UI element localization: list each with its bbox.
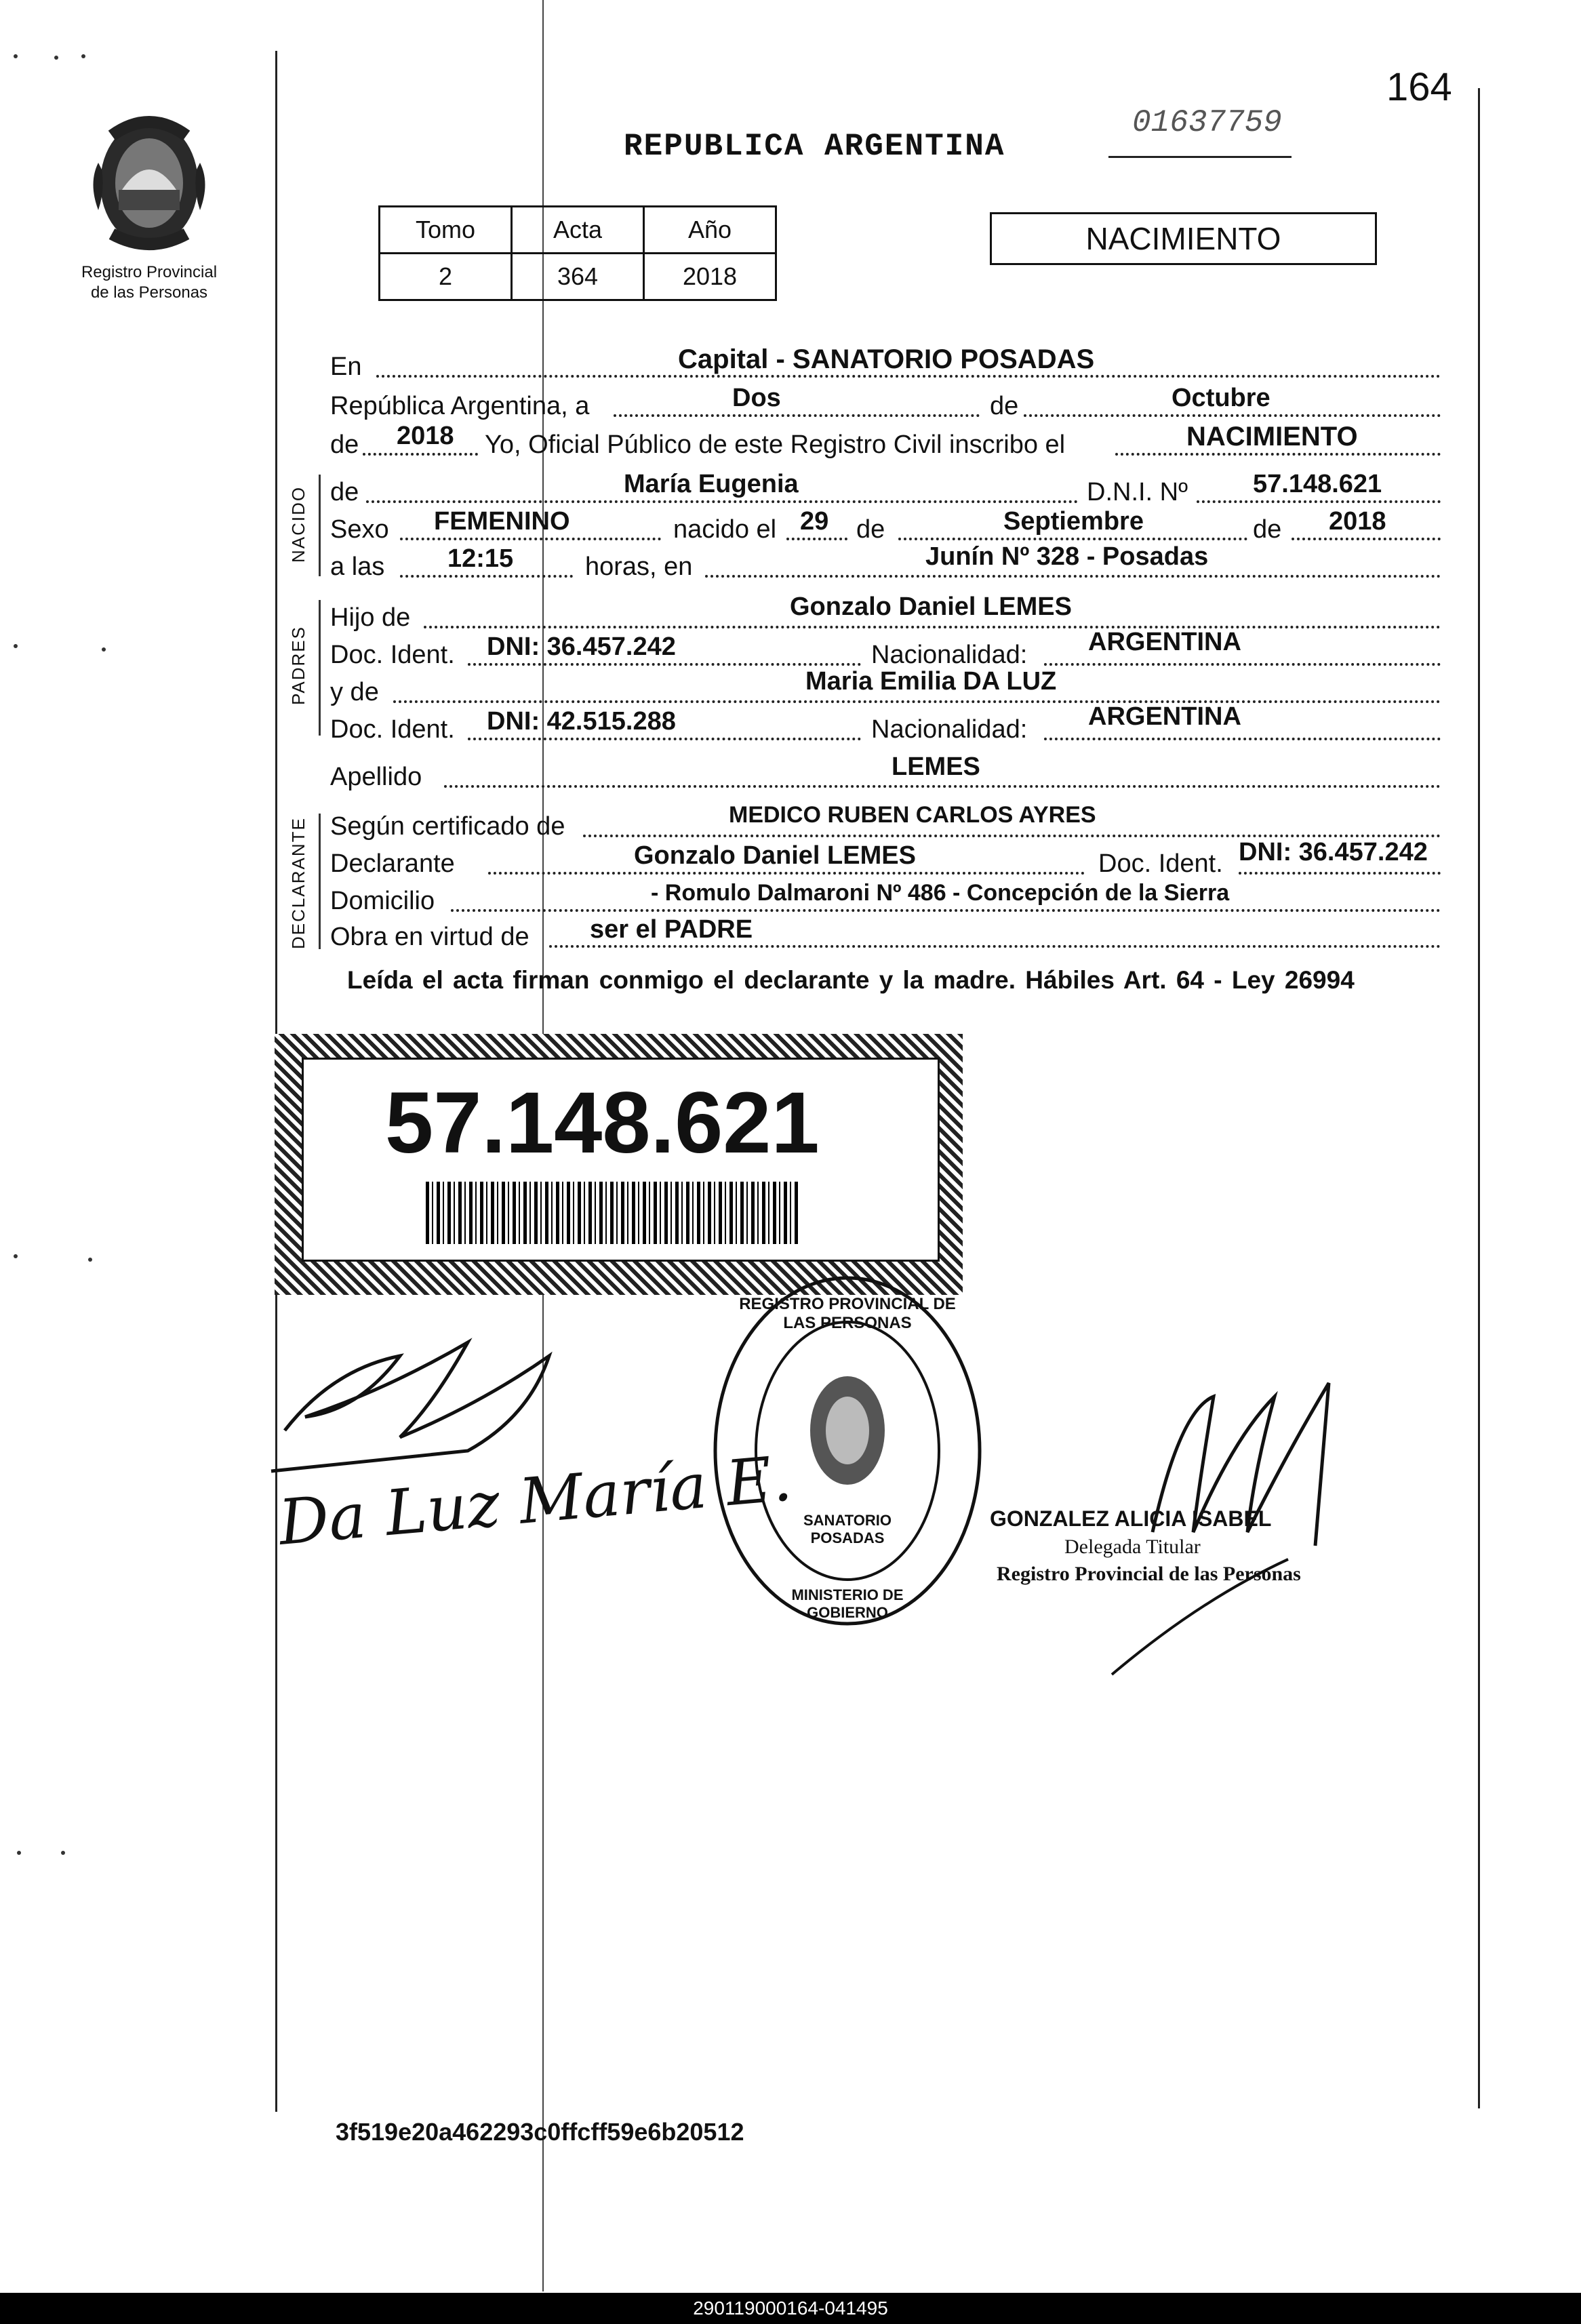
father-doc: DNI: 36.457.242 <box>487 633 676 661</box>
acta-value: 364 <box>512 254 644 300</box>
born-year-de-label: de <box>1253 515 1282 544</box>
scan-speck <box>14 644 18 648</box>
address-label: Domicilio <box>330 887 435 915</box>
certificate-value: MEDICO RUBEN CARLOS AYRES <box>729 802 1096 828</box>
date-prefix-label: República Argentina, a <box>330 392 590 420</box>
mother-nationality-dots <box>1044 738 1441 740</box>
father-nationality: ARGENTINA <box>1088 628 1241 656</box>
mother-doc-label: Doc. Ident. <box>330 715 455 744</box>
scan-speck <box>54 56 58 60</box>
newborn-dni: 57.148.621 <box>1253 470 1382 498</box>
serial-number: 01637759 <box>1132 105 1282 140</box>
padres-bracket <box>319 600 321 736</box>
nacido-bracket <box>319 475 321 576</box>
anio-value: 2018 <box>644 254 776 300</box>
declarant-doc: DNI: 36.457.242 <box>1239 838 1428 866</box>
registry-table <box>378 205 777 301</box>
surname-label: Apellido <box>330 763 422 791</box>
stamp-bottom-text: MINISTERIO DE GOBIERNO <box>791 1586 904 1621</box>
scan-speck <box>61 1851 65 1855</box>
footer-code: 290119000164-041495 <box>693 2298 888 2319</box>
doc-type-box <box>990 212 1377 265</box>
hours-label: horas, en <box>585 553 693 581</box>
closing-text: Leída el acta firman conmigo el declarante y la madre. Hábiles Art. 64 - Ley 26994 <box>347 966 1355 994</box>
declarant-doc-label: Doc. Ident. <box>1098 849 1223 878</box>
time-label: a las <box>330 553 385 581</box>
date-de-label: de <box>990 392 1019 420</box>
sex-dots <box>400 538 661 540</box>
father-doc-label: Doc. Ident. <box>330 641 455 669</box>
declarante-section-label: DECLARANTE <box>288 817 308 949</box>
dni-dots <box>1197 500 1441 503</box>
capacity-label: Obra en virtud de <box>330 923 529 951</box>
dni-label: D.N.I. Nº <box>1087 478 1188 506</box>
padres-section-label: PADRES <box>288 626 308 705</box>
scan-speck <box>14 54 18 58</box>
scan-speck <box>14 1254 18 1258</box>
birth-time: 12:15 <box>447 544 514 573</box>
document-title: REPUBLICA ARGENTINA <box>624 129 1005 164</box>
birth-place: Junín Nº 328 - Posadas <box>925 542 1209 571</box>
logo-caption-line1: Registro Provincial <box>81 263 218 281</box>
child-of-label: Hijo de <box>330 603 411 632</box>
address-value: - Romulo Dalmaroni Nº 486 - Concepción de la Sierra <box>651 880 1230 906</box>
dni-sticker-number: 57.148.621 <box>385 1075 820 1171</box>
page-number: 164 <box>1386 65 1452 109</box>
date-month: Octubre <box>1172 384 1270 412</box>
newborn-de-label: de <box>330 478 359 506</box>
mother-signature: Da Luz María E. <box>275 1442 795 1559</box>
mother-doc-dots <box>468 738 861 740</box>
declarant-label: Declarante <box>330 849 455 878</box>
born-year: 2018 <box>1329 507 1386 536</box>
newborn-sex: FEMENINO <box>434 507 570 536</box>
born-year-dots <box>1292 538 1441 540</box>
declarant-name: Gonzalo Daniel LEMES <box>634 841 916 870</box>
surname-value: LEMES <box>892 753 980 781</box>
inscription-text: Yo, Oficial Público de este Registro Civil inscribo el <box>485 430 1066 459</box>
place-value: Capital - SANATORIO POSADAS <box>678 344 1095 374</box>
tomo-value: 2 <box>380 254 512 300</box>
mother-doc: DNI: 42.515.288 <box>487 707 676 736</box>
province-logo <box>75 108 224 258</box>
born-day-dots <box>786 538 847 540</box>
year-de-label: de <box>330 430 359 459</box>
place-label: En <box>330 353 362 381</box>
address-dots <box>451 909 1441 912</box>
date-dots-2 <box>1024 414 1441 417</box>
official-office: Registro Provincial de las Personas <box>997 1563 1301 1585</box>
born-month-dots <box>898 538 1247 540</box>
capacity-dots <box>549 945 1441 948</box>
scan-speck <box>81 54 85 58</box>
dni-sticker-inner <box>302 1058 940 1262</box>
capacity-value: ser el PADRE <box>590 915 753 944</box>
father-nationality-dots <box>1044 663 1441 666</box>
logo-caption-line2: de las Personas <box>90 283 208 302</box>
header-anio: Año <box>644 207 776 254</box>
year-dots <box>363 453 478 456</box>
right-margin-line <box>1478 88 1480 2108</box>
born-month: Septiembre <box>1003 507 1144 536</box>
serial-underline <box>1108 156 1292 158</box>
and-label: y de <box>330 678 379 706</box>
scan-speck <box>102 647 106 652</box>
born-de-label: de <box>856 515 885 544</box>
nacido-section-label: NACIDO <box>288 485 308 563</box>
footer-code-bar <box>0 2293 1581 2324</box>
stamp-inner-text: SANATORIO POSADAS <box>803 1512 892 1546</box>
certificate-label: Según certificado de <box>330 812 565 841</box>
official-title: Delegada Titular <box>1064 1536 1201 1558</box>
father-name: Gonzalo Daniel LEMES <box>790 593 1072 621</box>
born-label: nacido el <box>673 515 777 544</box>
barcode <box>426 1182 799 1244</box>
scan-speck <box>88 1258 92 1262</box>
misiones-seal-icon <box>75 108 224 258</box>
newborn-name: María Eugenia <box>624 470 799 498</box>
sex-label: Sexo <box>330 515 389 544</box>
mother-name: Maria Emilia DA LUZ <box>805 667 1057 696</box>
father-nationality-label: Nacionalidad: <box>871 641 1028 669</box>
date-year: 2018 <box>397 422 454 450</box>
father-dots <box>424 626 1441 628</box>
place-dots <box>376 375 1441 378</box>
father-doc-dots <box>468 663 861 666</box>
mother-nationality-label: Nacionalidad: <box>871 715 1028 744</box>
doc-type-label: NACIMIENTO <box>1085 221 1281 256</box>
mother-dots <box>393 700 1441 703</box>
declarant-doc-dots <box>1239 872 1441 875</box>
surname-dots <box>444 785 1441 788</box>
stamp-ring-text: REGISTRO PROVINCIAL DE LAS PERSONAS <box>739 1295 956 1332</box>
scan-speck <box>17 1851 21 1855</box>
date-day: Dos <box>732 384 781 412</box>
event-dots <box>1115 453 1441 456</box>
document-hash: 3f519e20a462293c0ffcff59e6b20512 <box>336 2118 744 2146</box>
newborn-name-dots <box>366 500 1078 503</box>
dni-sticker <box>275 1034 963 1295</box>
born-day: 29 <box>800 507 829 536</box>
declarante-bracket <box>319 814 321 949</box>
mother-nationality: ARGENTINA <box>1088 702 1241 731</box>
time-dots <box>400 575 573 578</box>
birth-place-dots <box>705 575 1441 578</box>
official-name: GONZALEZ ALICIA ISABEL <box>990 1506 1272 1531</box>
header-acta: Acta <box>512 207 644 254</box>
date-dots-1 <box>614 414 980 417</box>
header-tomo: Tomo <box>380 207 512 254</box>
event-value: NACIMIENTO <box>1186 422 1358 452</box>
declarant-dots <box>488 872 1085 875</box>
certificate-dots <box>583 835 1441 837</box>
